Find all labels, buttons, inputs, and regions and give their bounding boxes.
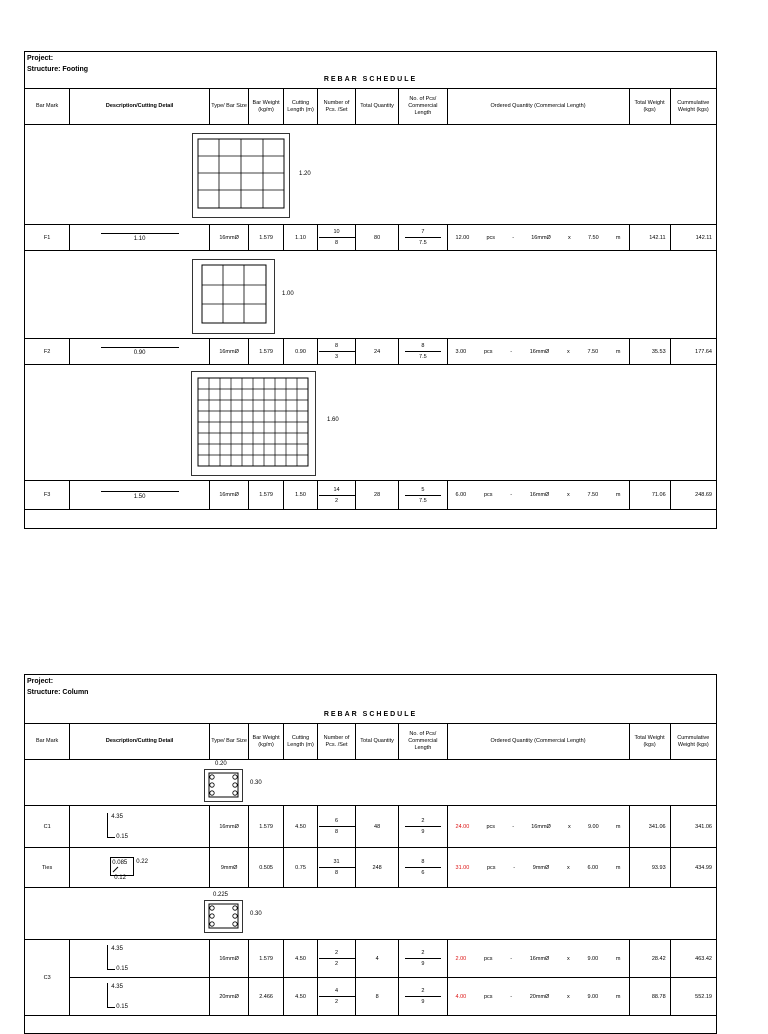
ord-len: 7.50: [587, 348, 599, 355]
header-weight: Bar Weight (kg/m): [249, 89, 284, 125]
pcs-commercial: [399, 978, 447, 1016]
number-of-pcs: [318, 806, 356, 848]
num-bot: 8: [334, 870, 339, 876]
sketch-row: [25, 760, 717, 806]
header-bar-mark: Bar Mark: [25, 89, 70, 125]
ord-x: x: [568, 823, 571, 830]
table-row: [25, 225, 717, 251]
number-of-pcs: [318, 940, 356, 978]
header-cutting: Cutting Length (m): [284, 89, 318, 125]
header-no-pcs: No. of Pcs/ Commercial Length: [399, 89, 447, 125]
sketch-row: [25, 251, 717, 339]
tie-hook-dim: 0.085: [112, 860, 128, 866]
bar-size: 16mmØ: [210, 225, 249, 251]
header-ordered: Ordered Quantity (Commercial Length): [447, 89, 629, 125]
cutting-length: 0.90: [284, 339, 318, 365]
ord-unit: m: [615, 993, 621, 1000]
project-label: Project:: [27, 678, 54, 685]
ord-pcs: pcs: [486, 234, 496, 241]
ord-pcs: pcs: [483, 348, 493, 355]
pcs-top: 8: [405, 343, 441, 352]
ord-dash: -: [510, 492, 513, 498]
ordered-quantity: [447, 225, 629, 251]
table-row: [25, 339, 717, 365]
header-total-qty: Total Quantity: [356, 724, 399, 760]
bar-mark: F3: [25, 481, 70, 510]
pcs-commercial: [399, 481, 447, 510]
sketch-dimension: 1.20: [299, 171, 311, 177]
pcs-top: 8: [405, 859, 441, 868]
ordered-quantity: [447, 848, 629, 888]
sketch-row: [25, 125, 717, 225]
bent-bar-vertical: [107, 813, 108, 837]
bar-length: 1.50: [101, 491, 179, 500]
header-cutting: Cutting Length (m): [284, 724, 318, 760]
pcs-top: 2: [405, 950, 441, 959]
structure-label: Structure: Column: [27, 689, 89, 696]
ord-unit: m: [615, 955, 621, 962]
bar-length-cell: [70, 225, 210, 251]
bar-weight: 1.579: [249, 481, 284, 510]
bar-mark: Ties: [25, 848, 70, 888]
pcs-bot: 9: [421, 999, 425, 1005]
cutting-length: 4.50: [284, 978, 318, 1016]
pcs-top: 2: [405, 818, 441, 827]
bent-bar-cell: [70, 940, 210, 978]
bent-bar-length: 4.35: [111, 984, 123, 990]
num-top: 4: [319, 988, 355, 997]
ord-x: x: [567, 864, 570, 871]
header-bar-mark: Bar Mark: [25, 724, 70, 760]
header-description: Description/Cutting Detail: [70, 89, 210, 125]
ord-dash: -: [512, 234, 515, 241]
ordered-quantity: [447, 339, 629, 365]
ord-qty: 6.00: [455, 492, 467, 498]
column-table: [24, 723, 717, 1016]
sketch-top-dim: 0.225: [213, 892, 229, 898]
bent-bar-hook-length: 0.15: [116, 834, 128, 840]
number-of-pcs: [318, 481, 356, 510]
ord-x: x: [568, 234, 571, 241]
pcs-bot: 7.5: [419, 497, 427, 504]
bar-weight: 1.579: [249, 806, 284, 848]
bent-bar-hook: [107, 1007, 115, 1008]
pcs-bot: 9: [421, 829, 425, 835]
bar-length-cell: [70, 339, 210, 365]
cutting-length: 4.50: [284, 940, 318, 978]
bent-bar-hook: [107, 969, 115, 970]
header-ordered: Ordered Quantity (Commercial Length): [447, 724, 629, 760]
number-of-pcs: [318, 339, 356, 365]
num-bot: 2: [334, 497, 339, 504]
bar-mark: C3: [25, 940, 70, 1016]
ord-unit: m: [615, 864, 621, 871]
ord-qty: 24.00: [455, 823, 470, 830]
ord-dia: 16mmØ: [529, 955, 550, 962]
structure-label: Structure: Footing: [27, 66, 89, 73]
cutting-length: 1.10: [284, 225, 318, 251]
cumulative-weight: 434.99: [670, 848, 716, 888]
bent-bar-hook: [107, 837, 115, 838]
ord-pcs: pcs: [483, 993, 493, 1000]
bent-bar-vertical: [107, 945, 108, 969]
num-bot: 2: [334, 999, 339, 1005]
ord-qty: 31.00: [455, 864, 470, 871]
sketch-side-dim: 0.30: [250, 780, 262, 786]
total-weight: 88.78: [629, 978, 670, 1016]
table-row: [25, 848, 717, 888]
pcs-bot: 7.5: [419, 354, 427, 360]
project-label: Project:: [27, 55, 54, 62]
ord-len: 9.00: [587, 955, 599, 962]
pcs-commercial: [399, 806, 447, 848]
header-weight: Bar Weight (kg/m): [249, 724, 284, 760]
ordered-quantity: [447, 940, 629, 978]
cutting-length: 4.50: [284, 806, 318, 848]
footing-mesh-sketch: [192, 133, 332, 221]
total-weight: 35.53: [629, 339, 670, 365]
ord-qty: 2.00: [455, 955, 467, 962]
num-bot: 3: [334, 354, 339, 360]
cumulative-weight: 463.42: [670, 940, 716, 978]
num-bot: 8: [334, 829, 339, 835]
pcs-bot: 7.5: [419, 240, 427, 246]
num-top: 10: [319, 229, 355, 238]
pcs-commercial: [399, 940, 447, 978]
bent-bar-cell: [70, 978, 210, 1016]
header-total-weight: Total Weight (kgs): [629, 89, 670, 125]
sketch-top-dim: 0.20: [215, 761, 227, 767]
bent-bar-vertical: [107, 983, 108, 1007]
column-section-sketch: [204, 900, 244, 934]
table-row: [25, 481, 717, 510]
schedule-title: REBAR SCHEDULE: [323, 76, 418, 83]
ord-unit: m: [615, 348, 621, 355]
pcs-bot: 9: [421, 961, 425, 967]
bar-size: 20mmØ: [210, 978, 249, 1016]
header-total-weight: Total Weight (kgs): [629, 724, 670, 760]
ord-qty: 4.00: [455, 993, 467, 1000]
number-of-pcs: [318, 848, 356, 888]
header-row: [25, 89, 717, 125]
ord-dash: -: [510, 955, 513, 962]
bar-size: 16mmØ: [210, 940, 249, 978]
pcs-bot: 6: [421, 870, 425, 876]
cumulative-weight: 142.11: [670, 225, 716, 251]
bar-weight: 1.579: [249, 225, 284, 251]
header-number: Number of Pcs. /Set: [318, 89, 356, 125]
header-number: Number of Pcs. /Set: [318, 724, 356, 760]
ord-len: 7.50: [587, 492, 599, 498]
bar-size: 16mmØ: [210, 806, 249, 848]
num-bot: 2: [334, 961, 339, 967]
header-type: Type/ Bar Size: [210, 89, 249, 125]
schedule-title: REBAR SCHEDULE: [323, 711, 418, 718]
cumulative-weight: 341.06: [670, 806, 716, 848]
total-quantity: 4: [356, 940, 399, 978]
pcs-top: 5: [405, 487, 441, 496]
sketch-row: [25, 888, 717, 940]
num-top: 8: [319, 343, 355, 352]
footing-table: [24, 88, 717, 510]
num-top: 31: [319, 859, 355, 868]
ord-len: 6.00: [587, 864, 599, 871]
bar-size: 16mmØ: [210, 339, 249, 365]
total-quantity: 8: [356, 978, 399, 1016]
ord-qty: 3.00: [455, 348, 467, 355]
bar-weight: 0.505: [249, 848, 284, 888]
total-weight: 341.06: [629, 806, 670, 848]
ord-dia: 20mmØ: [529, 993, 550, 1000]
ord-dash: -: [513, 864, 516, 871]
total-quantity: 248: [356, 848, 399, 888]
total-quantity: 48: [356, 806, 399, 848]
sketch-dimension: 1.60: [327, 417, 339, 423]
number-of-pcs: [318, 978, 356, 1016]
pcs-top: 2: [405, 988, 441, 997]
bar-weight: 2.466: [249, 978, 284, 1016]
total-weight: 142.11: [629, 225, 670, 251]
header-cumulative: Cummulative Weight (kgs): [670, 89, 716, 125]
num-top: 2: [319, 950, 355, 959]
bar-length: 1.10: [101, 233, 179, 242]
tie-cell: [70, 848, 210, 888]
bar-mark: F1: [25, 225, 70, 251]
bent-bar-hook-length: 0.15: [116, 966, 128, 972]
footing-schedule-sheet: [24, 51, 717, 529]
cumulative-weight: 177.64: [670, 339, 716, 365]
ord-dia: 16mmØ: [529, 492, 550, 498]
bar-mark: C1: [25, 806, 70, 848]
header-row: [25, 724, 717, 760]
ord-dash: -: [512, 823, 515, 830]
pcs-commercial: [399, 225, 447, 251]
total-weight: 71.06: [629, 481, 670, 510]
ord-dash: -: [510, 993, 513, 1000]
header-no-pcs: No. of Pcs/ Commercial Length: [399, 724, 447, 760]
table-row: [25, 978, 717, 1016]
tie-side-dim: 0.22: [136, 859, 148, 865]
bent-bar-hook-length: 0.15: [116, 1004, 128, 1010]
column-schedule-sheet: [24, 674, 717, 1034]
bar-length: 0.90: [101, 347, 179, 356]
ord-pcs: pcs: [483, 492, 493, 498]
bent-bar-cell: [70, 806, 210, 848]
header-description: Description/Cutting Detail: [70, 724, 210, 760]
bar-size: 16mmØ: [210, 481, 249, 510]
tie-bottom-dim: 0.12: [114, 875, 126, 881]
bar-length-cell: [70, 481, 210, 510]
sketch-row: [25, 365, 717, 481]
ordered-quantity: [447, 481, 629, 510]
cumulative-weight: 552.19: [670, 978, 716, 1016]
footing-mesh-sketch: [191, 371, 321, 477]
bent-bar-length: 4.35: [111, 814, 123, 820]
ord-dia: 16mmØ: [531, 234, 551, 241]
pcs-commercial: [399, 339, 447, 365]
pcs-commercial: [399, 848, 447, 888]
cutting-length: 1.50: [284, 481, 318, 510]
header-cumulative: Cummulative Weight (kgs): [670, 724, 716, 760]
sketch-dimension: 1.00: [282, 291, 294, 297]
number-of-pcs: [318, 225, 356, 251]
ord-x: x: [567, 348, 570, 355]
header-total-qty: Total Quantity: [356, 89, 399, 125]
ord-dash: -: [510, 348, 513, 355]
ord-len: 7.50: [587, 234, 599, 241]
total-quantity: 24: [356, 339, 399, 365]
cumulative-weight: 248.69: [670, 481, 716, 510]
num-top: 14: [319, 487, 355, 496]
total-weight: 28.42: [629, 940, 670, 978]
column-section-sketch: [204, 769, 244, 803]
ord-pcs: pcs: [486, 823, 496, 830]
footing-mesh-sketch: [192, 259, 282, 335]
ord-dia: 16mmØ: [529, 348, 550, 355]
total-quantity: 80: [356, 225, 399, 251]
ord-unit: m: [615, 823, 621, 830]
ord-len: 9.00: [587, 993, 599, 1000]
pcs-top: 7: [405, 229, 441, 238]
ord-x: x: [567, 993, 570, 1000]
ord-len: 9.00: [587, 823, 599, 830]
ord-x: x: [567, 492, 570, 498]
num-bot: 8: [334, 240, 339, 246]
sketch-side-dim: 0.30: [250, 911, 262, 917]
ordered-quantity: [447, 978, 629, 1016]
ord-unit: m: [615, 492, 621, 498]
total-weight: 93.93: [629, 848, 670, 888]
bar-weight: 1.579: [249, 339, 284, 365]
ord-dia: 16mmØ: [531, 823, 551, 830]
bar-weight: 1.579: [249, 940, 284, 978]
ord-pcs: pcs: [486, 864, 496, 871]
table-row: [25, 940, 717, 978]
cutting-length: 0.75: [284, 848, 318, 888]
ord-pcs: pcs: [483, 955, 493, 962]
total-quantity: 28: [356, 481, 399, 510]
bent-bar-length: 4.35: [111, 946, 123, 952]
ordered-quantity: [447, 806, 629, 848]
table-row: [25, 806, 717, 848]
ord-dia: 9mmØ: [532, 864, 550, 871]
ord-qty: 12.00: [455, 234, 470, 241]
ord-x: x: [567, 955, 570, 962]
header-type: Type/ Bar Size: [210, 724, 249, 760]
bar-size: 9mmØ: [210, 848, 249, 888]
bar-mark: F2: [25, 339, 70, 365]
num-top: 6: [319, 818, 355, 827]
ord-unit: m: [615, 234, 621, 241]
